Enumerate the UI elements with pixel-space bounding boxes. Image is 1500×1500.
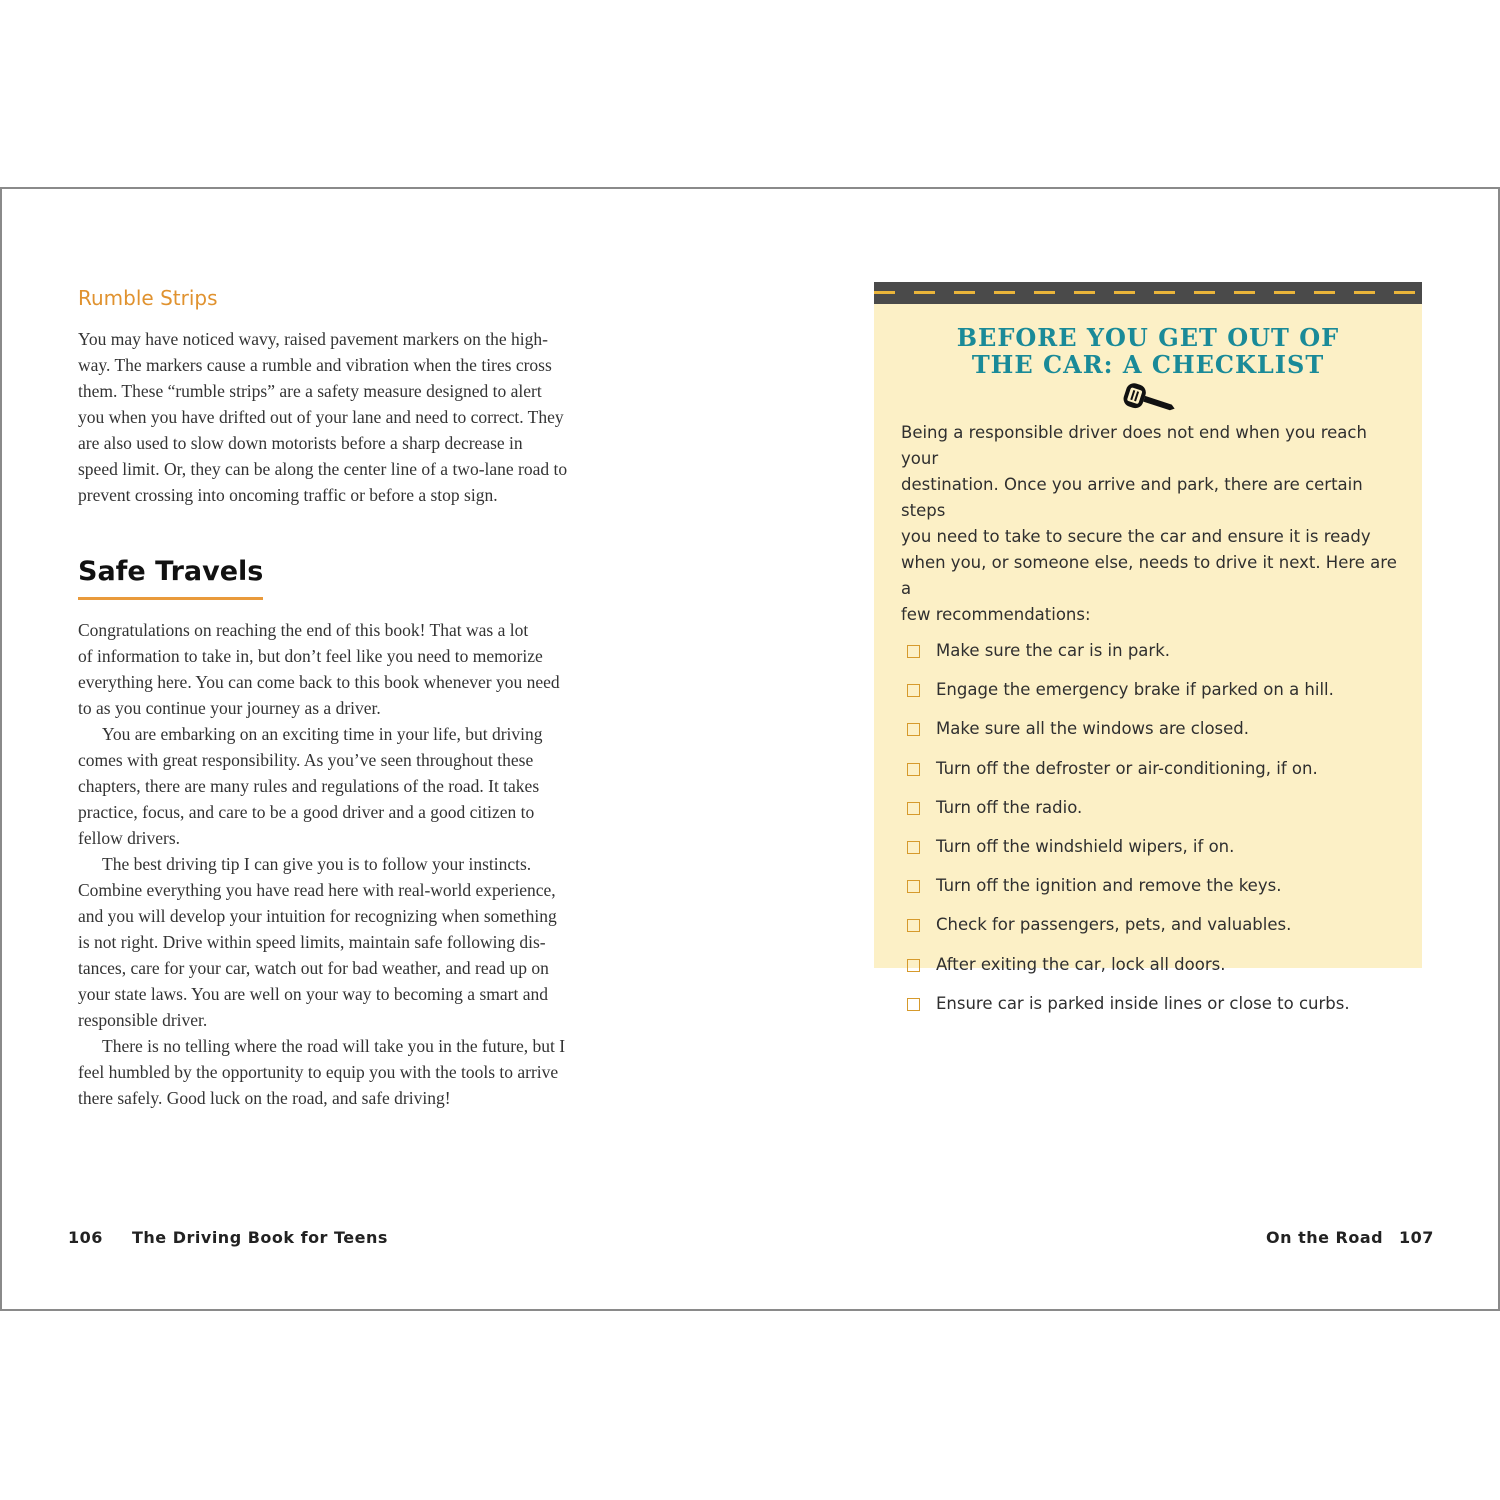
car-key-icon — [1116, 382, 1180, 418]
checkbox-icon — [907, 998, 920, 1011]
checkbox-icon — [907, 880, 920, 893]
checkbox-icon — [907, 841, 920, 854]
paragraph-3: The best driving tip I can give you is to follow your instincts. Combine everything you have read here with real-world experience, and you will develop your intuition for recognizing when something is not right. Drive within speed limits, maintain safe following dis- tances, care for your car, watch out for bad weather, and read up on your state laws. You are well on your way to becoming a smart and responsible driver. — [78, 854, 557, 1030]
checklist-item: Make sure all the windows are closed. — [907, 716, 1422, 755]
checkbox-icon — [907, 645, 920, 658]
rumble-strips-paragraph: You may have noticed wavy, raised pavement markers on the high- way. The markers cause a rumble and vibration when the tires cross them. These “rumble strips” are a safety measure designed to alert you when you have drifted out of your lane and need to correct. They are also used to slow down motorists before a sharp decrease in speed limit. Or, they can be along the center line of a two-lane road to prevent crossing into oncoming traffic or before a stop sign. — [78, 329, 568, 505]
checklist-title: BEFORE YOU GET OUT OF THE CAR: A CHECKLIST — [956, 323, 1340, 379]
checkbox-icon — [907, 802, 920, 815]
book-spread — [0, 187, 1500, 1311]
paragraph-1: Congratulations on reaching the end of this book! That was a lot of information to take in, but don’t feel like you need to memorize everything here. You can come back to this book whenever you need to as you continue your journey as a driver. — [78, 620, 560, 718]
safe-travels-body — [78, 617, 626, 1111]
checkbox-icon — [907, 763, 920, 776]
checklist-intro: Being a responsible driver does not end when you reach your destination. Once you arrive and park, there are certain steps you need to take to secure the car and ensure it is ready when you, or someone else, needs to drive it next. Here are a few recommendations: — [901, 423, 1397, 624]
checkbox-icon — [907, 723, 920, 736]
checkbox-icon — [907, 919, 920, 932]
checklist-item: Turn off the radio. — [907, 795, 1422, 834]
checklist-item: After exiting the car, lock all doors. — [907, 952, 1422, 991]
checklist-item: Ensure car is parked inside lines or close to curbs. — [907, 991, 1422, 1030]
checklist — [874, 638, 1422, 1030]
checklist-item: Turn off the windshield wipers, if on. — [907, 834, 1422, 873]
road-stripe-banner — [874, 282, 1422, 304]
right-running-title: On the Road — [1266, 1228, 1384, 1247]
checklist-item: Check for passengers, pets, and valuables. — [907, 912, 1422, 951]
safe-travels-heading: Safe Travels — [78, 553, 263, 600]
paragraph-4: There is no telling where the road will take you in the future, but I feel humbled by the opportunity to equip you with the tools to arrive there safely. Good luck on the road, and safe driving! — [78, 1036, 566, 1108]
rumble-strips-heading: Rumble Strips — [78, 286, 218, 310]
checklist-item: Make sure the car is in park. — [907, 638, 1422, 677]
checklist-sidebar — [874, 282, 1422, 1013]
right-page-number: 107 — [1399, 1228, 1434, 1247]
left-running-title: The Driving Book for Teens — [132, 1228, 388, 1247]
checklist-item: Turn off the defroster or air-conditioning, if on. — [907, 756, 1422, 795]
road-center-dashes — [874, 291, 1422, 294]
left-page — [78, 284, 626, 1111]
paragraph-2: You are embarking on an exciting time in your life, but driving comes with great responsibility. As you’ve seen throughout these chapters, there are many rules and regulations of the road. It takes practice, focus, and care to be a good driver and a good citizen to fellow drivers. — [78, 724, 543, 848]
left-page-number: 106 — [68, 1228, 103, 1247]
checkbox-icon — [907, 959, 920, 972]
checkbox-icon — [907, 684, 920, 697]
checklist-item: Turn off the ignition and remove the keys. — [907, 873, 1422, 912]
checklist-item: Engage the emergency brake if parked on a hill. — [907, 677, 1422, 716]
